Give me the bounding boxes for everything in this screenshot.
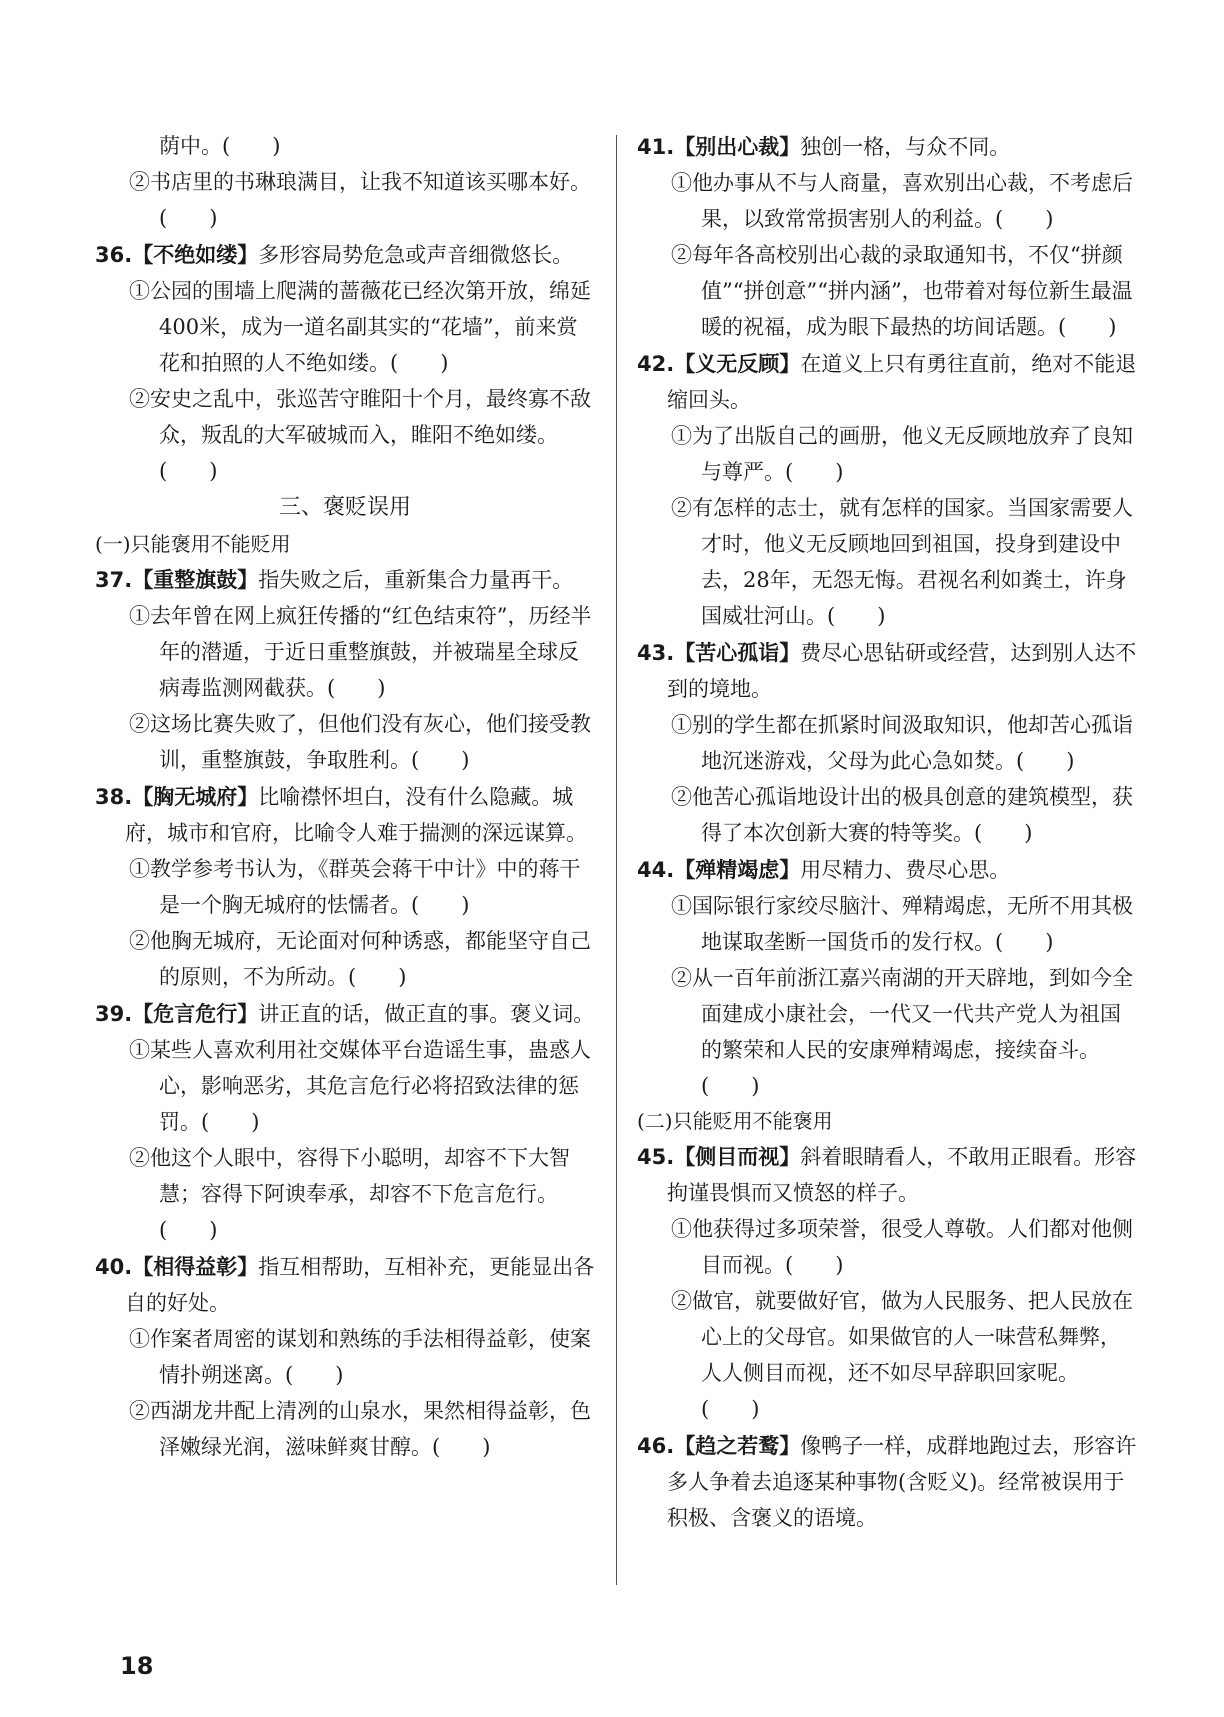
idiom-term: 【侧目而视】 (674, 1145, 801, 1169)
definition: 独创一格，与众不同。 (800, 135, 1011, 159)
left-column (95, 128, 595, 1465)
entry-43-item-1: ①别的学生都在抓紧时间汲取知识，他却苦心孤诣地沉迷游戏，父母为此心急如焚。( ) (671, 713, 1133, 773)
entry-44-item-2: ②从一百年前浙江嘉兴南湖的开天辟地，到如今全面建成小康社会，一代又一代共产党人为祖国的繁荣和人民的安康殚精竭虑，接续奋斗。( ) (671, 966, 1133, 1098)
definition: 比喻襟怀坦白，没有什么隐藏。城府，城市和官府，比喻令人难于揣测的深远谋算。 (125, 785, 587, 845)
entry-40 (95, 1249, 595, 1321)
entry-44 (637, 852, 1137, 888)
idiom-term: 【重整旗鼓】 (132, 568, 259, 592)
entry-number: 37. (95, 568, 133, 592)
right-column (637, 128, 1137, 1536)
definition: 像鸭子一样，成群地跑过去，形容许多人争着去追逐某种事物(含贬义)。经常被误用于积极、含褒义的语境。 (667, 1434, 1137, 1530)
entry-number: 41. (637, 135, 675, 159)
entry-39-item-2: ②他这个人眼中，容得下小聪明，却容不下大智慧；容得下阿谀奉承，却容不下危言危行。( ) (129, 1146, 570, 1242)
definition: 指互相帮助，互相补充，更能显出各自的好处。 (125, 1255, 595, 1315)
subsection-heading: (二)只能贬用不能褒用 (637, 1109, 833, 1133)
page-number: 18 (120, 1652, 154, 1680)
entry-number: 40. (95, 1255, 133, 1279)
entry-39-item-1: ①某些人喜欢利用社交媒体平台造谣生事，蛊惑人心，影响恶劣，其危言危行必将招致法律的惩罚。( ) (129, 1038, 591, 1134)
entry-45-item-1: ①他获得过多项荣誉，很受人尊敬。人们都对他侧目而视。( ) (671, 1217, 1133, 1277)
entry-41-item-2: ②每年各高校别出心裁的录取通知书，不仅“拼颜值”“拼创意”“拼内涵”，也带着对每位新生最温暖的祝福，成为眼下最热的坊间话题。( ) (671, 243, 1133, 339)
definition: 用尽精力、费尽心思。 (800, 858, 1011, 882)
entry-36-item-2: ②安史之乱中，张巡苦守睢阳十个月，最终寡不敌众，叛乱的大军破城而入，睢阳不绝如缕。( ) (129, 387, 591, 483)
idiom-term: 【趋之若鹜】 (674, 1434, 801, 1458)
entry-40-item-1: ①作案者周密的谋划和熟练的手法相得益彰，使案情扑朔迷离。( ) (129, 1327, 591, 1387)
entry-43-item-2: ②他苦心孤诣地设计出的极具创意的建筑模型，获得了本次创新大赛的特等奖。( ) (671, 785, 1133, 845)
entry-38-item-2: ②他胸无城府，无论面对何种诱惑，都能坚守自己的原则，不为所动。( ) (129, 929, 591, 989)
idiom-term: 【苦心孤诣】 (674, 641, 801, 665)
entry-number: 44. (637, 858, 675, 882)
entry-36-item-1: ①公园的围墙上爬满的蔷薇花已经次第开放，绵延400米，成为一道名副其实的“花墙”，前来赏花和拍照的人不绝如缕。( ) (129, 279, 591, 375)
idiom-term: 【不绝如缕】 (132, 243, 259, 267)
entry-39 (95, 996, 595, 1032)
entry-number: 42. (637, 352, 675, 376)
entry-45-item-2: ②做官，就要做好官，做为人民服务、把人民放在心上的父母官。如果做官的人一味营私舞弊，人人侧目而视，还不如尽早辞职回家呢。( ) (671, 1289, 1133, 1421)
idiom-term: 【义无反顾】 (674, 352, 801, 376)
subsection-heading: (一)只能褒用不能贬用 (95, 532, 291, 556)
entry-37 (95, 562, 595, 598)
entry-40-item-2: ②西湖龙井配上清冽的山泉水，果然相得益彰，色泽嫩绿光润，滋味鲜爽甘醇。( ) (129, 1399, 591, 1459)
entry-45 (637, 1139, 1137, 1211)
definition: 讲正直的话，做正直的事。褒义词。 (258, 1002, 595, 1026)
entry-41 (637, 129, 1137, 165)
entry-37-item-1: ①去年曾在网上疯狂传播的“红色结束符”，历经半年的潜遁，于近日重整旗鼓，并被瑞星全球反病毒监测网截获。( ) (129, 604, 592, 700)
entry-number: 39. (95, 1002, 133, 1026)
section-heading: 三、褒贬误用 (278, 495, 411, 520)
idiom-term: 【相得益彰】 (132, 1255, 259, 1279)
definition: 在道义上只有勇往直前，绝对不能退缩回头。 (667, 352, 1137, 412)
entry-46 (637, 1428, 1137, 1536)
entry-44-item-1: ①国际银行家绞尽脑汁、殚精竭虑，无所不用其极地谋取垄断一国货币的发行权。( ) (671, 894, 1133, 954)
entry-37-item-2: ②这场比赛失败了，但他们没有灰心，他们接受教训，重整旗鼓，争取胜利。( ) (129, 712, 591, 772)
entry-42-item-2: ②有怎样的志士，就有怎样的国家。当国家需要人才时，他义无反顾地回到祖国，投身到建设中去，28年，无怨无悔。君视名利如粪土，许身国威壮河山。( ) (671, 496, 1133, 628)
entry-number: 36. (95, 243, 133, 267)
definition: 斜着眼睛看人，不敢用正眼看。形容拘谨畏惧而又愤怒的样子。 (667, 1145, 1137, 1205)
definition: 指失败之后，重新集合力量再干。 (258, 568, 574, 592)
entry-number: 45. (637, 1145, 675, 1169)
idiom-term: 【危言危行】 (132, 1002, 259, 1026)
entry-42-item-1: ①为了出版自己的画册，他义无反顾地放弃了良知与尊严。( ) (671, 424, 1133, 484)
definition: 多形容局势危急或声音细微悠长。 (258, 243, 574, 267)
entry-43 (637, 635, 1137, 707)
entry-number: 46. (637, 1434, 675, 1458)
entry-35-item-2: ②书店里的书琳琅满目，让我不知道该买哪本好。( ) (129, 170, 591, 230)
idiom-term: 【殚精竭虑】 (674, 858, 801, 882)
entry-number: 43. (637, 641, 675, 665)
idiom-term: 【别出心裁】 (674, 135, 801, 159)
entry-35-continuation: 荫中。( ) (159, 134, 281, 158)
definition: 费尽心思钻研或经营，达到别人达不到的境地。 (667, 641, 1137, 701)
entry-41-item-1: ①他办事从不与人商量，喜欢别出心裁，不考虑后果，以致常常损害别人的利益。( ) (671, 171, 1133, 231)
entry-38 (95, 779, 595, 851)
column-divider (616, 135, 617, 1585)
entry-number: 38. (95, 785, 133, 809)
entry-42 (637, 346, 1137, 418)
entry-36 (95, 237, 595, 273)
idiom-term: 【胸无城府】 (132, 785, 259, 809)
entry-38-item-1: ①教学参考书认为，《群英会蒋干中计》中的蒋干是一个胸无城府的怯懦者。( ) (129, 857, 581, 917)
